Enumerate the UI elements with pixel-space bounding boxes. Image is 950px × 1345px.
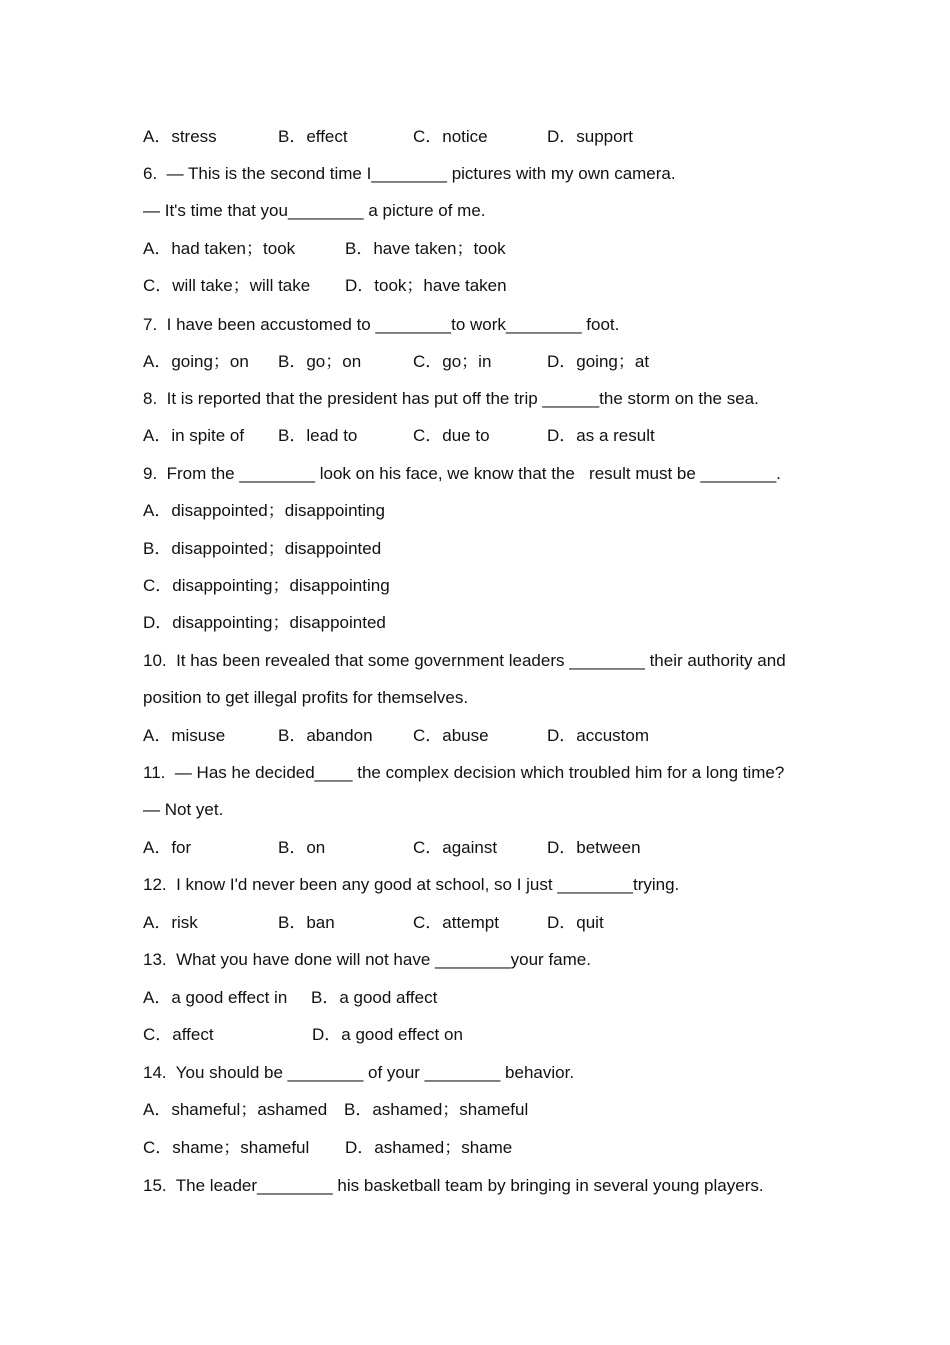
option-item: A．for: [143, 838, 192, 857]
text-line: 12. I know I'd never been any good at school, so I just ________trying.: [143, 875, 680, 894]
option-item: D．support: [547, 127, 633, 146]
option-item: B．ban: [278, 913, 335, 932]
option-item: C．against: [413, 838, 498, 857]
text-line: 10. It has been revealed that some government leaders ________ their authority and: [143, 651, 786, 670]
option-item: B．have taken；took: [345, 239, 506, 258]
text-line: C．disappointing；disappointing: [143, 576, 390, 595]
text-line: B．disappointed；disappointed: [143, 539, 382, 558]
option-item: B．on: [278, 838, 326, 857]
option-item: C．attempt: [413, 913, 499, 932]
text-line: 13. What you have done will not have ________your fame.: [143, 950, 591, 969]
option-item: B．ashamed；shameful: [344, 1100, 529, 1119]
text-line: — Not yet.: [143, 800, 224, 819]
option-item: A．misuse: [143, 726, 226, 745]
text-line: D．disappointing；disappointed: [143, 613, 386, 632]
option-item: D．accustom: [547, 726, 650, 745]
option-item: D．ashamed；shame: [345, 1138, 513, 1157]
option-item: A．shameful；ashamed: [143, 1100, 328, 1119]
option-item: B．abandon: [278, 726, 373, 745]
option-item: C．notice: [413, 127, 488, 146]
option-item: C．will take；will take: [143, 276, 311, 295]
text-line: 11. — Has he decided____ the complex decision which troubled him for a long time?: [143, 763, 785, 782]
text-line: 6. — This is the second time I________ pictures with my own camera.: [143, 164, 676, 183]
text-line: — It's time that you________ a picture of me.: [143, 201, 486, 220]
option-item: D．as a result: [547, 426, 655, 445]
option-item: D．between: [547, 838, 641, 857]
option-item: B．go；on: [278, 352, 362, 371]
option-item: D．going；at: [547, 352, 650, 371]
option-item: A．going；on: [143, 352, 249, 371]
option-item: C．affect: [143, 1025, 214, 1044]
option-item: D．a good effect on: [312, 1025, 463, 1044]
option-item: B．effect: [278, 127, 348, 146]
option-item: A．a good effect in: [143, 988, 288, 1007]
option-item: C．due to: [413, 426, 490, 445]
text-line: 15. The leader________ his basketball team by bringing in several young players.: [143, 1176, 764, 1195]
text-line: 9. From the ________ look on his face, we know that the result must be ________.: [143, 464, 781, 483]
option-item: B．a good affect: [311, 988, 438, 1007]
option-item: C．abuse: [413, 726, 489, 745]
text-line: position to get illegal profits for themselves.: [143, 688, 469, 707]
text-line: 8. It is reported that the president has put off the trip ______the storm on the sea.: [143, 389, 759, 408]
option-item: D．took；have taken: [345, 276, 507, 295]
option-item: C．go；in: [413, 352, 492, 371]
option-item: C．shame；shameful: [143, 1138, 310, 1157]
text-line: 14. You should be ________ of your ________ behavior.: [143, 1063, 575, 1082]
text-line: 7. I have been accustomed to ________to work________ foot.: [143, 315, 620, 334]
text-line: A．disappointed；disappointing: [143, 501, 385, 520]
option-item: A．risk: [143, 913, 198, 932]
option-item: A．had taken；took: [143, 239, 296, 258]
option-item: D．quit: [547, 913, 604, 932]
option-item: A．in spite of: [143, 426, 245, 445]
option-item: A．stress: [143, 127, 217, 146]
option-item: B．lead to: [278, 426, 358, 445]
